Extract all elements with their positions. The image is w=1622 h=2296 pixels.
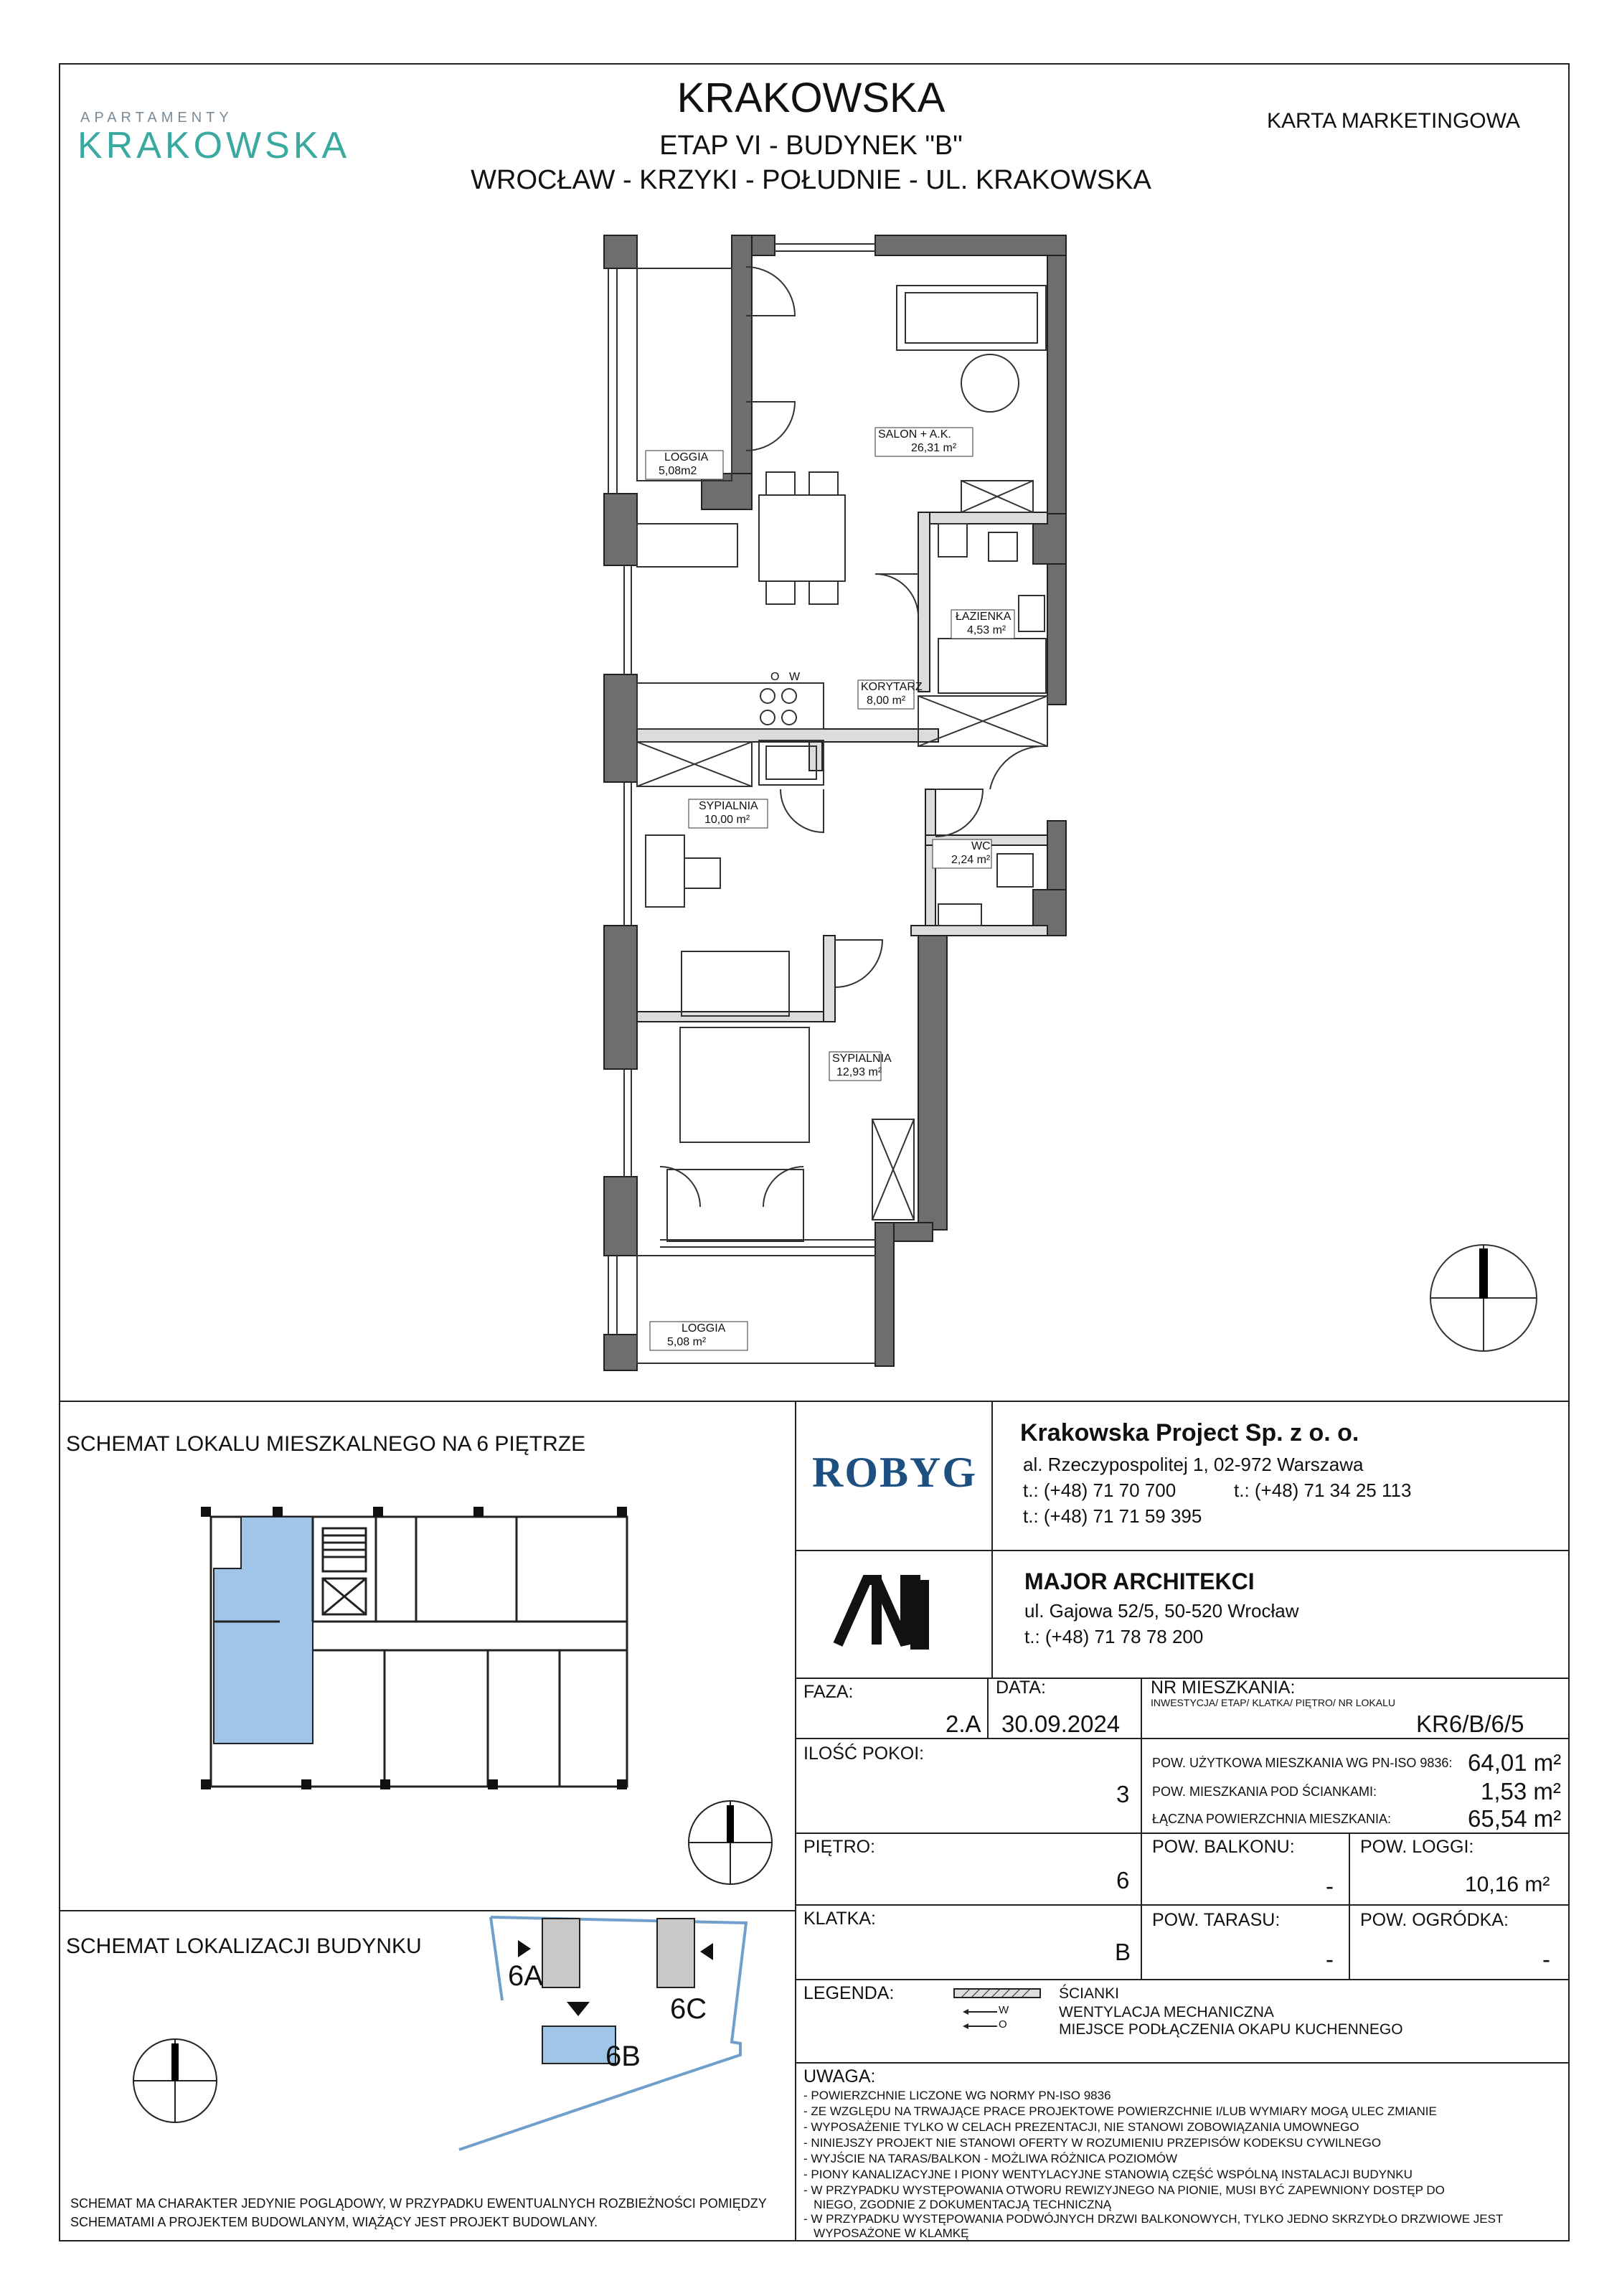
- schema-floor-title: SCHEMAT LOKALU MIESZKALNEGO NA 6 PIĘTRZE: [66, 1432, 586, 1456]
- klatka-label: KLATKA:: [803, 1909, 876, 1929]
- legend-hood-symbol: O: [999, 2018, 1007, 2031]
- major-architekci-logo: [832, 1573, 947, 1652]
- schema-floor-plan: [201, 1507, 646, 1808]
- pietro-value: 6: [1116, 1867, 1130, 1893]
- note-5: - WYJŚCIE NA TARAS/BALKON - MOŻLIWA RÓŻNICA POZIOMÓW: [803, 2152, 1178, 2165]
- loggia-value: 10,16 m²: [1465, 1873, 1550, 1896]
- nr-value: KR6/B/6/5: [1416, 1711, 1524, 1737]
- data-value: 30.09.2024: [1001, 1711, 1121, 1737]
- room-area-loggia-1: 5,08m2: [659, 465, 697, 477]
- room-area-sypialnia-2: 12,93 m²: [836, 1066, 882, 1078]
- building-6b: 6B: [605, 2041, 641, 2072]
- pow-scianki-value: 1,53 m²: [1481, 1778, 1561, 1805]
- grid-h5: [795, 2062, 1570, 2064]
- ogrodek-value: -: [1542, 1946, 1550, 1972]
- investor-phone-1: t.: (+48) 71 70 700: [1023, 1479, 1177, 1501]
- data-label: DATA:: [996, 1678, 1046, 1698]
- investor-address: al. Rzeczypospolitej 1, 02-972 Warszawa: [1023, 1454, 1364, 1475]
- grid-v3: [1349, 1832, 1350, 1979]
- pow-laczna-label: ŁĄCZNA POWIERZCHNIA MIESZKANIA:: [1152, 1812, 1392, 1826]
- investor-phone-2: t.: (+48) 71 34 25 113: [1234, 1479, 1412, 1501]
- room-name-wc: WC: [971, 840, 991, 852]
- faza-label: FAZA:: [803, 1682, 854, 1702]
- taras-label: POW. TARASU:: [1152, 1910, 1281, 1930]
- legend-symbols: [947, 1985, 1047, 2035]
- room-name-loggia-1: LOGGIA: [664, 451, 709, 464]
- divider-main: [59, 1401, 1570, 1402]
- room-name-lazienka: ŁAZIENKA: [956, 611, 1012, 623]
- hood-mark: O: [770, 671, 780, 683]
- legend-vent-symbol: W: [999, 2004, 1009, 2016]
- building-6c: 6C: [670, 1993, 707, 2025]
- legend-item-walls: ŚCIANKI: [1059, 1985, 1120, 2002]
- page-subtitle-2: WROCŁAW - KRZYKI - POŁUDNIE - UL. KRAKOWSKA: [471, 165, 1151, 195]
- card-label: KARTA MARKETINGOWA: [1267, 109, 1520, 133]
- divider-logos: [991, 1401, 993, 1678]
- room-area-salon: 26,31 m²: [911, 442, 957, 454]
- vent-mark: W: [789, 671, 801, 683]
- divider-vertical: [795, 1401, 796, 2241]
- taras-value: -: [1326, 1946, 1334, 1972]
- note-10: WYPOSAŻONE W KLAMKĘ: [803, 2226, 969, 2240]
- pokoje-label: ILOŚĆ POKOI:: [803, 1744, 925, 1764]
- ogrodek-label: POW. OGRÓDKA:: [1360, 1910, 1509, 1930]
- balkon-label: POW. BALKONU:: [1152, 1837, 1295, 1857]
- divider-left: [59, 1910, 795, 1911]
- pow-uzytkowa-label: POW. UŻYTKOWA MIESZKANIA WG PN-ISO 9836:: [1152, 1756, 1453, 1770]
- schema-location-map: [416, 1914, 760, 2158]
- brand-small: APARTAMENTY: [80, 110, 233, 126]
- grid-h2: [795, 1832, 1570, 1834]
- note-8: NIEGO, ZGODNIE Z DOKUMENTACJĄ TECHNICZNĄ: [803, 2198, 1112, 2211]
- room-area-lazienka: 4,53 m²: [967, 624, 1006, 636]
- brand-logo: KRAKOWSKA: [77, 125, 351, 166]
- room-name-sypialnia-1: SYPIALNIA: [699, 800, 758, 812]
- disclaimer: SCHEMAT MA CHARAKTER JEDYNIE POGLĄDOWY, W PRZYPADKU EWENTUALNYCH ROZBIEŻNOŚCI POMIĘDZY SCHEMATAMI A PROJEKTEM BUDOWLANYM, WIĄŻĄCY JEST PROJEKT BUDOWLANY.: [70, 2196, 767, 2229]
- loggia-label: POW. LOGGI:: [1360, 1837, 1474, 1857]
- room-area-wc: 2,24 m²: [951, 854, 991, 866]
- investor-name: Krakowska Project Sp. z o. o.: [1020, 1419, 1359, 1446]
- note-2: - ZE WZGLĘDU NA TRWAJĄCE PRACE PROJEKTOWE POWIERZCHNIE I/LUB WYMIARY MOGĄ ULEC ZMIANIE: [803, 2104, 1437, 2118]
- pow-laczna-value: 65,54 m²: [1468, 1805, 1562, 1832]
- architect-name: MAJOR ARCHITEKCI: [1024, 1568, 1255, 1594]
- room-name-korytarz: KORYTARZ: [861, 681, 923, 693]
- page-title: KRAKOWSKA: [676, 75, 946, 121]
- nr-label: NR MIESZKANIA:: [1151, 1678, 1296, 1698]
- note-7: - W PRZYPADKU WYSTĘPOWANIA OTWORU REWIZYJNEGO NA PIONIE, MUSI BYĆ ZAPEWNIONY DOSTĘP DO: [803, 2183, 1445, 2197]
- room-area-sypialnia-1: 10,00 m²: [704, 814, 750, 826]
- grid-h1: [795, 1738, 1570, 1739]
- balkon-value: -: [1326, 1873, 1334, 1899]
- pow-uzytkowa-value: 64,01 m²: [1468, 1749, 1562, 1776]
- architect-phone: t.: (+48) 71 78 78 200: [1024, 1626, 1204, 1647]
- note-1: - POWIERZCHNIE LICZONE WG NORMY PN-ISO 9836: [803, 2089, 1111, 2102]
- room-area-korytarz: 8,00 m²: [867, 695, 906, 707]
- grid-h3: [795, 1904, 1570, 1906]
- room-name-loggia-2: LOGGIA: [682, 1322, 726, 1335]
- note-3: - WYPOSAŻENIE TYLKO W CELACH PREZENTACJI, NIE STANOWI ZOBOWIĄZANIA UMOWNEGO: [803, 2120, 1359, 2134]
- robyg-logo: ROBYG: [812, 1449, 978, 1496]
- notes-title: UWAGA:: [803, 2066, 876, 2086]
- divider-investor: [795, 1550, 1570, 1551]
- legend-item-hood: MIEJSCE PODŁĄCZENIA OKAPU KUCHENNEGO: [1059, 2021, 1403, 2038]
- location-north-arrow: [132, 2038, 218, 2124]
- room-name-sypialnia-2: SYPIALNIA: [832, 1053, 892, 1065]
- schema-location-title: SCHEMAT LOKALIZACJI BUDYNKU: [66, 1934, 422, 1958]
- pokoje-value: 3: [1116, 1781, 1130, 1807]
- building-6a: 6A: [508, 1960, 543, 1992]
- note-4: - NINIEJSZY PROJEKT NIE STANOWI OFERTY W ROZUMIENIU PRZEPISÓW KODEKSU CYWILNEGO: [803, 2136, 1382, 2150]
- note-9: - W PRZYPADKU WYSTĘPOWANIA PODWÓJNYCH DRZWI BALKONOWYCH, TYLKO JEDNO SKRZYDŁO DRZWIOWE JEST: [803, 2212, 1504, 2226]
- nr-sublabel: INWESTYCJA/ ETAP/ KLATKA/ PIĘTRO/ NR LOKALU: [1151, 1697, 1395, 1708]
- klatka-value: B: [1115, 1939, 1131, 1965]
- schema-north-arrow: [687, 1799, 773, 1886]
- grid-h4: [795, 1979, 1570, 1980]
- note-6: - PIONY KANALIZACYJNE I PIONY WENTYLACYJNE STANOWIĄ CZĘŚĆ WSPÓLNĄ INSTALACJI BUDYNKU: [803, 2168, 1413, 2181]
- legend-title: LEGENDA:: [803, 1983, 895, 2003]
- pow-scianki-label: POW. MIESZKANIA POD ŚCIANKAMI:: [1152, 1784, 1377, 1799]
- room-area-loggia-2: 5,08 m²: [667, 1336, 707, 1348]
- page-subtitle-1: ETAP VI - BUDYNEK "B": [659, 131, 963, 161]
- legend-item-vent: WENTYLACJA MECHANICZNA: [1059, 2004, 1274, 2020]
- grid-v1: [987, 1678, 989, 1738]
- grid-v2: [1141, 1678, 1142, 1979]
- investor-phone-3: t.: (+48) 71 71 59 395: [1023, 1505, 1202, 1527]
- room-name-salon: SALON + A.K.: [878, 428, 951, 441]
- architect-address: ul. Gajowa 52/5, 50-520 Wrocław: [1024, 1600, 1299, 1622]
- pietro-label: PIĘTRO:: [803, 1837, 876, 1857]
- faza-value: 2.A: [946, 1711, 981, 1737]
